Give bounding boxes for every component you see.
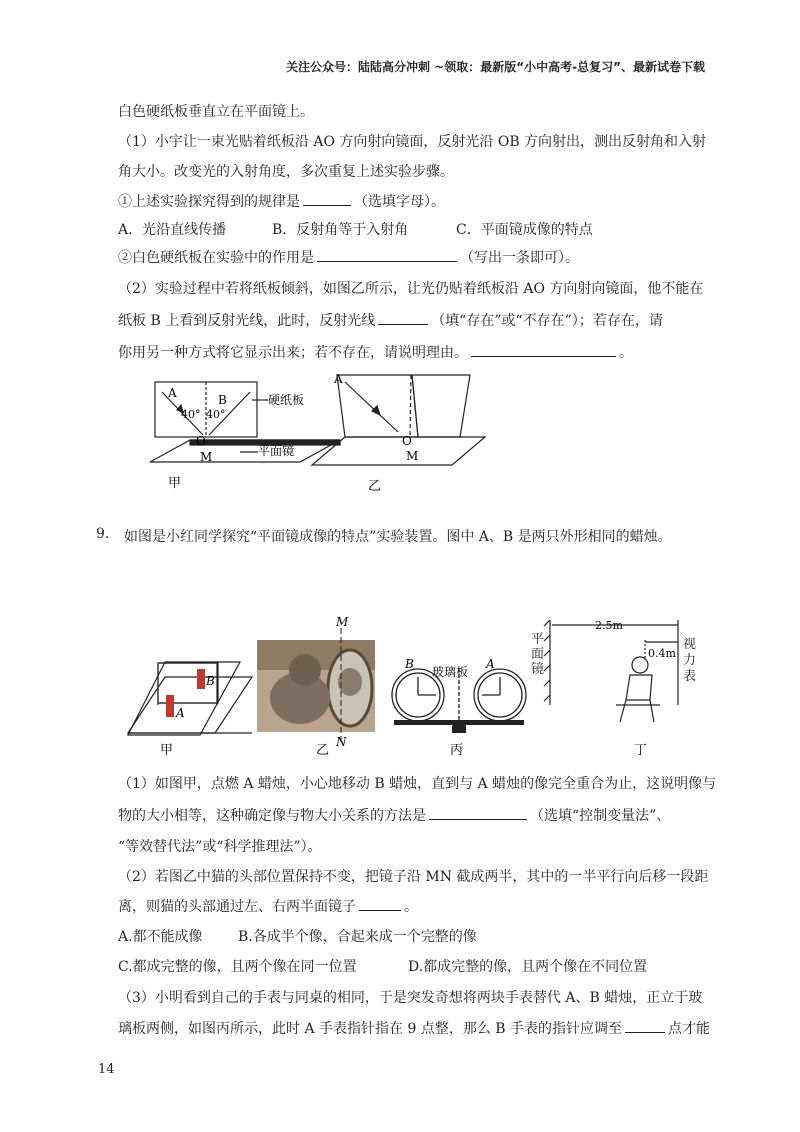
q8-line-2: 角大小。改变光的入射角度，多次重复上述实验步骤。 <box>118 164 454 180</box>
q8-line-5-a: ②白色硬纸板在实验中的作用是 <box>118 250 314 266</box>
q8-line-5-b: （写出一条即可）。 <box>460 250 579 266</box>
q8-jia-label-O: O <box>196 434 206 448</box>
q8-jia-label-A: A <box>168 386 177 400</box>
q9-yi-label-M: M <box>336 615 349 629</box>
q9-figure-yi-photo <box>257 640 375 732</box>
q9-part2-line-a: （2）若图乙中猫的头部位置保持不变，把镜子沿 MN 截成两半，其中的一半平行向后移一段距 <box>118 869 709 885</box>
q8-line-6: （2）实验过程中若将纸板倾斜，如图乙所示，让光仍贴着纸板沿 AO 方向射向镜面，他不能在 <box>118 281 704 297</box>
page-header: 关注公众号：陆陆高分冲刺 ~领取：最新版“小中高考-总复习”、最新试卷下载 <box>286 60 705 74</box>
q8-option-c: C．平面镜成像的特点 <box>456 222 593 238</box>
q9-number: 9. <box>96 526 110 542</box>
q9-option-c: C.都成完整的像，且两个像在同一位置 <box>118 959 357 975</box>
q8-jia-board-label: 硬纸板 <box>268 393 305 407</box>
q9-jia-label-A: A <box>176 706 185 720</box>
q9-part3-line-c: 点才能 <box>668 1021 711 1037</box>
q9-part1-line-c: （选填“控制变量法”、 <box>530 808 671 824</box>
q9-part2-line-c: 。 <box>404 899 418 915</box>
q9-jia-label-B: B <box>206 674 215 688</box>
q9-figure-ding <box>544 620 678 722</box>
q9-stem: 如图是小红同学探究“平面镜成像的特点”实验装置。图中 A、B 是两只外形相同的蜡烛。 <box>124 529 672 545</box>
q9-part1-line-d: “等效替代法”或“科学推理法”）。 <box>118 839 322 855</box>
q9-ding-dist1: 2.5m <box>595 619 623 632</box>
q8-line-7-a: 纸板 B 上看到反射光线，此时，反射光线 <box>118 313 376 329</box>
q9-bing-glass-label: 玻璃板 <box>432 665 469 679</box>
q9-part3-line-b <box>118 1018 710 1038</box>
answer-blank[interactable] <box>359 898 401 911</box>
q9-ding-mirror-label: 平面镜 <box>531 632 545 677</box>
q8-line-1: （1）小宇让一束光贴着纸板沿 AO 方向射向镜面，反射光沿 OB 方向射出，测出反射角和入射 <box>118 134 707 150</box>
q9-part2-line-b-text: 离，则猫的头部通过左、右两半面镜子 <box>118 899 356 915</box>
q9-yi-caption: 乙 <box>316 743 330 758</box>
q8-jia-angle1: 40° <box>181 408 201 421</box>
q8-line-7-b: （填“存在”或“不存在”）；若存在，请 <box>431 313 663 329</box>
q9-part2-line-b <box>118 896 418 916</box>
q8-jia-label-B: B <box>218 393 227 407</box>
q9-option-b: B.各成半个像，合起来成一个完整的像 <box>238 929 477 945</box>
q9-part3-line-b-text: 璃板两侧，如图丙所示，此时 A 手表指针指在 9 点整，那么 B 手表的指针应调至 <box>118 1021 623 1037</box>
q8-option-b: B．反射角等于入射角 <box>272 222 409 238</box>
q9-part1-line-b-text: 物的大小相等，这种确定像与物大小关系的方法是 <box>118 808 426 824</box>
answer-blank[interactable] <box>429 807 527 820</box>
q9-yi-label-N: N <box>336 735 347 749</box>
q8-yi-label-O: O <box>402 434 412 448</box>
q9-option-d: D.都成完整的像，且两个像在不同位置 <box>408 959 648 975</box>
q9-part1-line-b <box>118 805 670 825</box>
q8-line-8-b: 。 <box>619 345 633 361</box>
q8-jia-mirror-label: 平面镜 <box>258 444 295 458</box>
q8-jia-label-M: M <box>200 450 213 464</box>
q9-part3-line-a: （3）小明看到自己的手表与同桌的相同，于是突发奇想将两块手表替代 A、B 蜡烛，正立于玻 <box>118 990 703 1006</box>
q8-option-a: A．光沿直线传播 <box>118 222 227 238</box>
q8-yi-label-M: M <box>406 449 419 463</box>
q8-yi-caption: 乙 <box>368 479 382 494</box>
q9-bing-caption: 丙 <box>450 743 464 758</box>
q9-option-a: A.都不能成像 <box>118 929 203 945</box>
candle-b <box>197 669 205 689</box>
q9-ding-chart-label: 视力表 <box>683 637 697 684</box>
answer-blank[interactable] <box>625 1020 665 1033</box>
q8-line-8-a: 你用另一种方式将它显示出来；若不存在，请说明理由。 <box>118 345 468 361</box>
q9-ding-dist2: 0.4m <box>648 647 676 660</box>
q8-line-3-a: ①上述实验探究得到的规律是 <box>118 194 300 210</box>
q9-jia-caption: 甲 <box>160 743 174 758</box>
q9-part1-line-a: （1）如图甲，点燃 A 蜡烛，小心地移动 B 蜡烛，直到与 A 蜡烛的像完全重合为止，这说明像与 <box>118 776 717 792</box>
q8-line-0: 白色硬纸板垂直立在平面镜上。 <box>118 104 314 120</box>
q8-jia-caption: 甲 <box>168 476 182 491</box>
q9-bing-label-B: B <box>405 657 414 671</box>
candle-a <box>166 695 174 717</box>
page-number: 14 <box>98 1062 115 1077</box>
q9-bing-label-A: A <box>486 657 495 671</box>
q9-ding-caption: 丁 <box>634 743 648 758</box>
q8-jia-angle2: 40° <box>206 408 226 421</box>
q8-line-3-b: （选填字母）。 <box>354 194 445 210</box>
q8-yi-label-A: A <box>334 372 343 386</box>
